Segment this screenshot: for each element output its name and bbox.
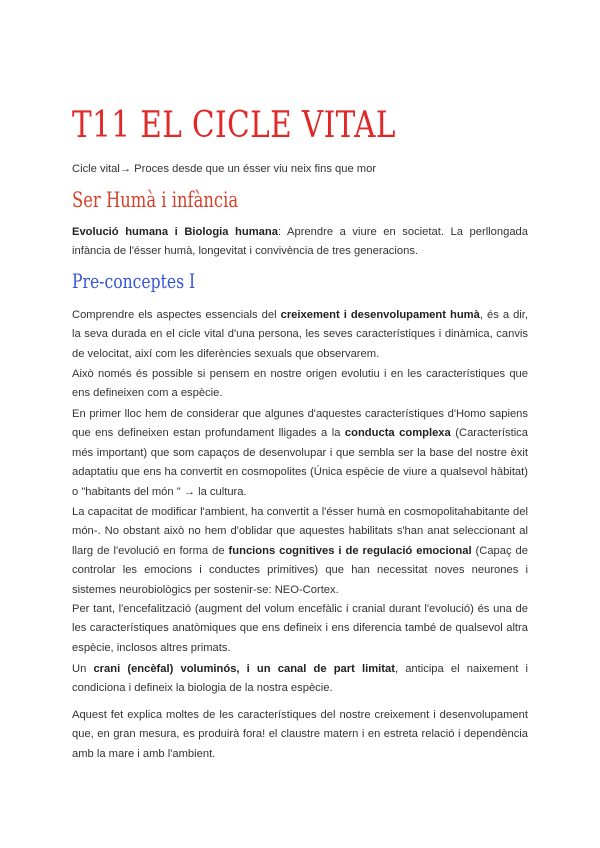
intro-definition: Cicle vital→ Proces desde que un ésser viu neix fins que mor xyxy=(72,163,377,175)
paragraph-text: Comprendre els aspectes essencials del xyxy=(72,309,281,321)
paragraph-comprendre xyxy=(72,306,528,364)
paragraph-text: : Aprendre a viure en societat. La perllongada infància de l'ésser humà, longevitat i convivència de tres generacions. xyxy=(72,226,528,258)
paragraph-text: (Capaç de controlar les emocions i conductes primitives) que han necessitat noves neurones i sistemes neurobiològics per sostenir-se: NEO-Cortex. xyxy=(72,544,529,596)
paragraph-text: (Característica més important) que som capaços de desenvolupar i que sembla ser la base del nostre èxit adaptatiu que ens ha convertit en cosmopolites (Única espècie de viure a qualsevol hàbitat) o "habitants del món " → la cultura. xyxy=(72,427,528,498)
paragraph-per-tant: Per tant, l'encefalització (augment del volum encefàlic i cranial durant l'evolució) és una de les característiques anatòmiques que ens defineix i ens diferencia també de qualsevol altra espècie, inclosos altres primats. xyxy=(72,603,528,654)
section-heading-pre-conceptes: Pre-conceptes I xyxy=(72,269,196,293)
paragraph-text: , anticipa el naixement i condiciona i defineix la biologia de la nostra espècie. xyxy=(72,663,528,695)
page-title: T11 EL CICLE VITAL xyxy=(72,105,396,146)
bold-term: funcions cognitives i de regulació emocional xyxy=(228,544,472,557)
paragraph-primer-lloc xyxy=(72,405,528,502)
paragraph-text: La capacitat de modificar l'ambient, ha convertit a l'ésser humà en cosmopolitahabitante del món-. No obstant això no hem d'oblidar que aquestes habilitats s'han anat seleccionant al llarg de l'evolució en forma de xyxy=(72,506,528,557)
paragraph-evolucio xyxy=(72,223,528,262)
bold-term: Evolució humana i Biologia humana xyxy=(72,226,278,238)
paragraph-aixo: Això només és possible si pensem en nostre origen evolutiu i en les característiques que ens defineixen com a espècie. xyxy=(72,368,528,400)
bold-term: crani (encèfal) voluminós, i un canal de part limitat xyxy=(93,663,395,675)
paragraph-aquest-fet: Aquest fet explica moltes de les característiques del nostre creixement i desenvolupament que, en gran mesura, es produirà fora! el claustre matern i en estreta relació i dependència amb la mare i amb l'ambient. xyxy=(72,709,528,760)
paragraph-capacitat xyxy=(72,503,528,600)
paragraph-crani xyxy=(72,660,528,699)
bold-term: creixement i desenvolupament humà xyxy=(280,309,480,321)
paragraph-text: Un xyxy=(72,663,94,675)
section-heading-ser-huma: Ser Humà i infància xyxy=(72,188,239,212)
paragraph-text: En primer lloc hem de considerar que algunes d'aquestes característiques d'Homo sapiens que ens defineixen estan profundament lligades a la xyxy=(72,408,528,440)
bold-term: conducta complexa xyxy=(344,427,451,440)
paragraph-text: , és a dir, la seva durada en el cicle vital d'una persona, les seves característiques i dinàmica, canvis de velocitat, així com les diferències sexuals que observarem. xyxy=(72,309,528,360)
